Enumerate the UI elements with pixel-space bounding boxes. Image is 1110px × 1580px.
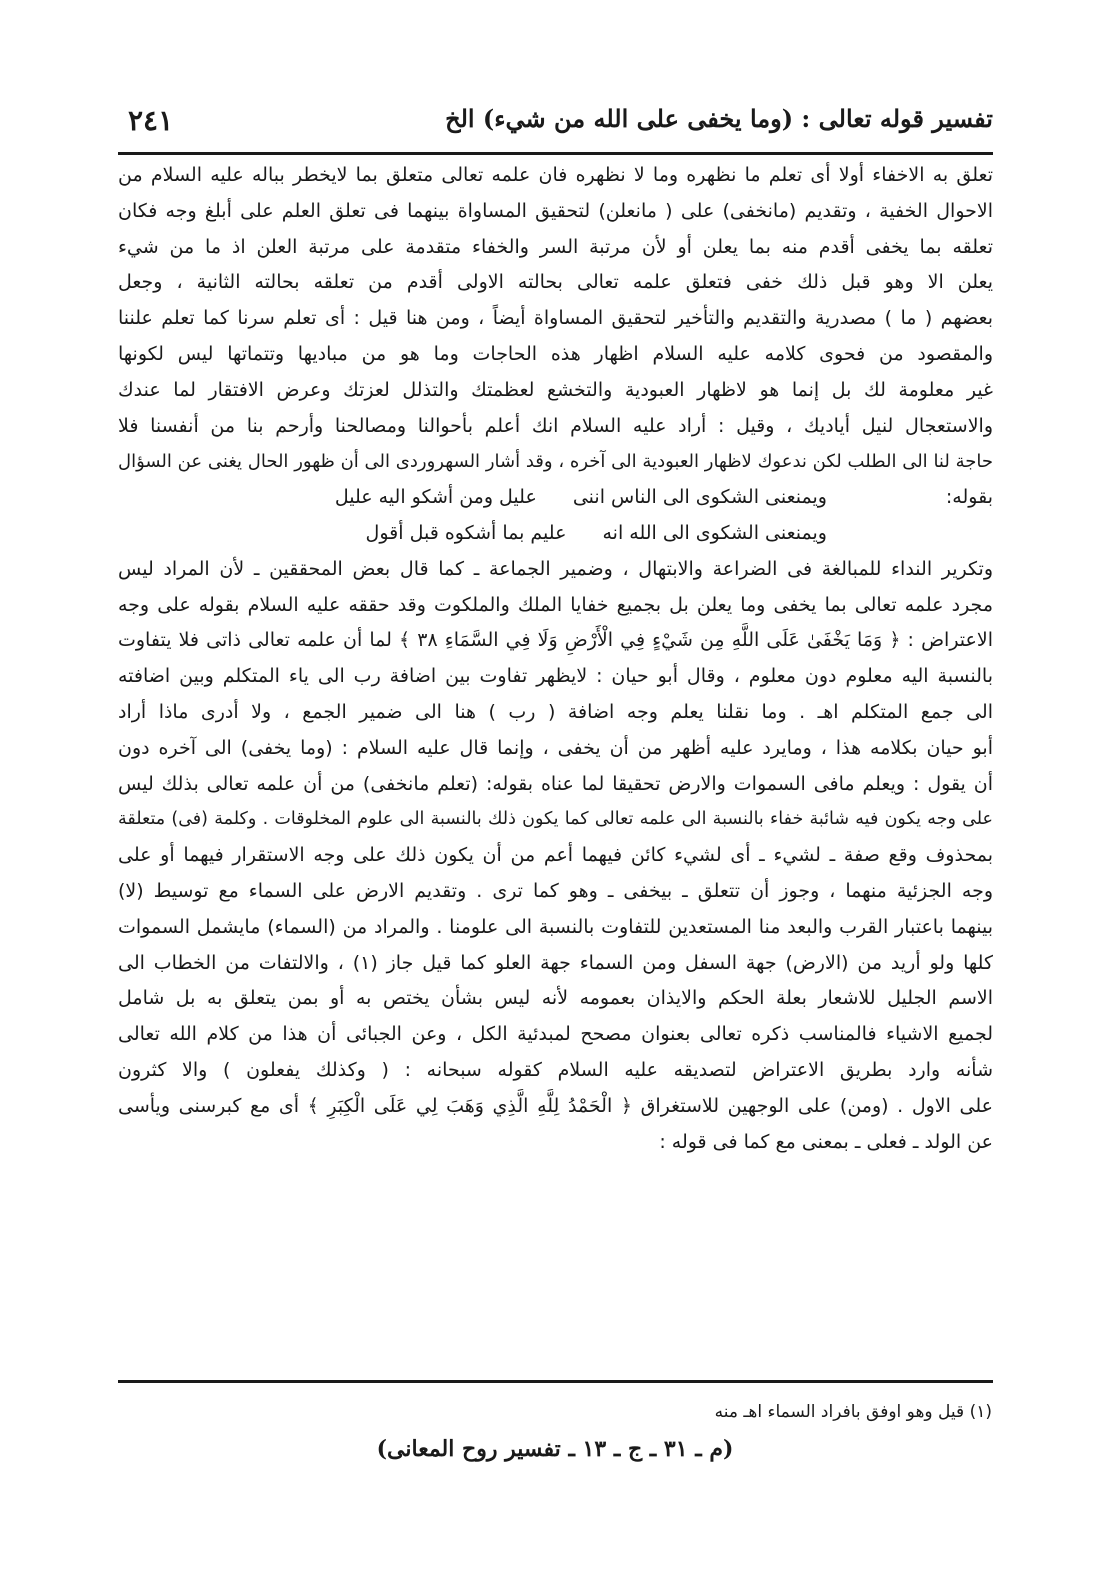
text-line: على وجه يكون فيه شائبة خفاء بالنسبة الى علمه تعالى كما يكون ذلك بالنسبة الى علوم المخلوقات . وكلمة (فى) متعلقة	[118, 809, 993, 830]
text-line: شأنه وارد بطريق الاعتراض لتصديقه عليه السلام كقوله سبحانه : ( وكذلك يفعلون ) والا كثرون	[118, 1058, 993, 1081]
text-line: تعلقه بما يخفى أقدم منه بما يعلن أو لأن مرتبة السر والخفاء متقدمة على مرتبة العلن اذ ما من شيء	[118, 235, 993, 258]
text-line: والمقصود من فحوى كلامه عليه السلام اظهار هذه الحاجات وما هو من مباديها وتتماتها ليس لكونها	[118, 342, 993, 365]
text-line-last: عن الولد ـ فعلى ـ بمعنى مع كما فى قوله :	[659, 1130, 993, 1153]
text-line: غير معلومة لك بل إنما هو لاظهار العبودية والتخشع لعظمتك والتذلل لعزتك وعرض الافتقار لما عندك	[118, 378, 993, 401]
text-line: لجميع الاشياء فالمناسب ذكره تعالى بعنوان مصحح لمبدئية الكل ، وعن الجبائى أن هذا من كلام الله تعالى	[118, 1023, 993, 1046]
header-rule	[118, 152, 993, 155]
text-line: الاسم الجليل للاشعار بعلة الحكم والايذان بعمومه لأنه ليس بشأن يختص به أو بمن يتعلق به بل شامل	[118, 987, 993, 1010]
text-line: يعلن الا وهو قبل ذلك خفى فتعلق علمه تعالى بحالته الاولى أقدم من تعلقه بحالته الثانية ، وجعل	[118, 271, 993, 294]
verse-hemistich: ويمنعنى الشكوى الى الناس اننى	[572, 486, 827, 509]
text-line: بالنسبة اليه معلوم دون معلوم ، وقال أبو حيان : لايظهر تفاوت بين اضافة رب الى ياء المتكلم وبين اضافته	[118, 665, 993, 688]
text-line: أن يقول : ويعلم مافى السموات والارض تحقيقا لما عناه بقوله: (تعلم مانخفى) من أن علمه تعالى بذلك ليس	[118, 772, 993, 795]
text-line: بينهما باعتبار القرب والبعد منا المستعدين للتفاوت بالنسبة الى علومنا . والمراد من (السماء) مايشمل السموات	[118, 915, 993, 938]
text-line: بعضهم ( ما ) مصدرية والتقديم والتأخير لتحقيق المساواة أيضاً ، ومن هنا قيل : أى تعلم سرنا كما تعلم علننا	[118, 307, 993, 330]
page-signature: (م ـ ٣١ ـ ج ـ ١٣ ـ تفسير روح المعانى)	[376, 1436, 734, 1462]
verse-hemistich: ويمنعنى الشكوى الى الله انه	[602, 521, 827, 544]
text-line: وتكرير النداء للمبالغة فى الضراعة والابتهال ، وضمير الجماعة ـ كما قال بعض المحققين ـ لأن المراد ليس	[118, 557, 993, 580]
verse-hemistich: عليل ومن أشكو اليه عليل	[334, 486, 537, 509]
text-line: مجرد علمه تعالى بما يخفى وما يعلن بل بجميع خفايا الملك والملكوت وقد حققه عليه السلام بقوله على وجه	[118, 593, 993, 616]
verse-hemistich: عليم بما أشكوه قبل أقول	[365, 521, 567, 544]
verse-lead: بقوله:	[945, 486, 993, 509]
page-header	[118, 100, 993, 152]
footnote-rule	[118, 1380, 993, 1383]
footnote: (١) قيل وهو اوفق بافراد السماء اهـ منه	[714, 1402, 992, 1422]
text-line: كلها ولو أريد من (الارض) جهة السفل ومن السماء جهة العلو كما قيل جاز (١) ، والالتفات من الخطاب الى	[118, 951, 993, 974]
text-line: بمحذوف وقع صفة ـ لشيء ـ أى لشيء كائن فيهما أعم من أن يكون ذلك على وجه الاستقرار فيهما أو على	[118, 844, 993, 867]
verse-line-2	[118, 516, 993, 552]
body-text	[118, 158, 993, 1160]
running-title: تفسير قوله تعالى : (وما يخفى على الله من شيء) الخ	[445, 104, 993, 133]
verse-line-1	[118, 480, 993, 516]
text-line: والاستعجال لنيل أياديك ، وقيل : أراد عليه السلام انك أعلم بأحوالنا ومصالحنا وأرحم بنا من أنفسنا فلا	[118, 414, 993, 437]
text-line: تعلق به الاخفاء أولا أى تعلم ما نظهره وما لا نظهره فان علمه تعالى متعلق بما لايخطر بباله عليه السلام من	[118, 164, 993, 186]
text-line: الى جمع المتكلم اهـ . وما نقلنا يعلم وجه اضافة ( رب ) هنا الى ضمير الجمع ، ولا أدرى ماذا أراد	[118, 700, 993, 723]
page-number: ٢٤١	[128, 104, 174, 137]
text-line: أبو حيان بكلامه هذا ، ومايرد عليه أظهر من أن يخفى ، وإنما قال عليه السلام : (وما يخفى) الى آخره دون	[118, 736, 993, 759]
text-line: الاعتراض : ﴿ وَمَا يَخْفَىٰ عَلَى اللَّهِ مِن شَيْءٍ فِي الْأَرْضِ وَلَا فِي السَّمَاءِ ٣٨ ﴾ لما أن علمه تعالى ذاتى فلا يتفاوت	[118, 629, 993, 652]
text-line: حاجة لنا الى الطلب لكن ندعوك لاظهار العبودية الى آخره ، وقد أشار السهروردى الى أن ظهور الحال يغنى عن السؤال	[118, 451, 993, 473]
text-line: الاحوال الخفية ، وتقديم (مانخفى) على ( مانعلن) لتحقيق المساواة بينهما فى تعلق العلم على أبلغ وجه فكان	[118, 199, 993, 222]
text-line: وجه الجزئية منهما ، وجوز أن تتعلق ـ بيخفى ـ وهو كما ترى . وتقديم الارض على السماء مع توسيط (لا)	[118, 879, 993, 902]
text-line: على الاول . (ومن) على الوجهين للاستغراق ﴿ الْحَمْدُ لِلَّهِ الَّذِي وَهَبَ لِي عَلَى الْكِبَرِ ﴾ أى مع كبرسنى ويأسى	[118, 1094, 993, 1117]
